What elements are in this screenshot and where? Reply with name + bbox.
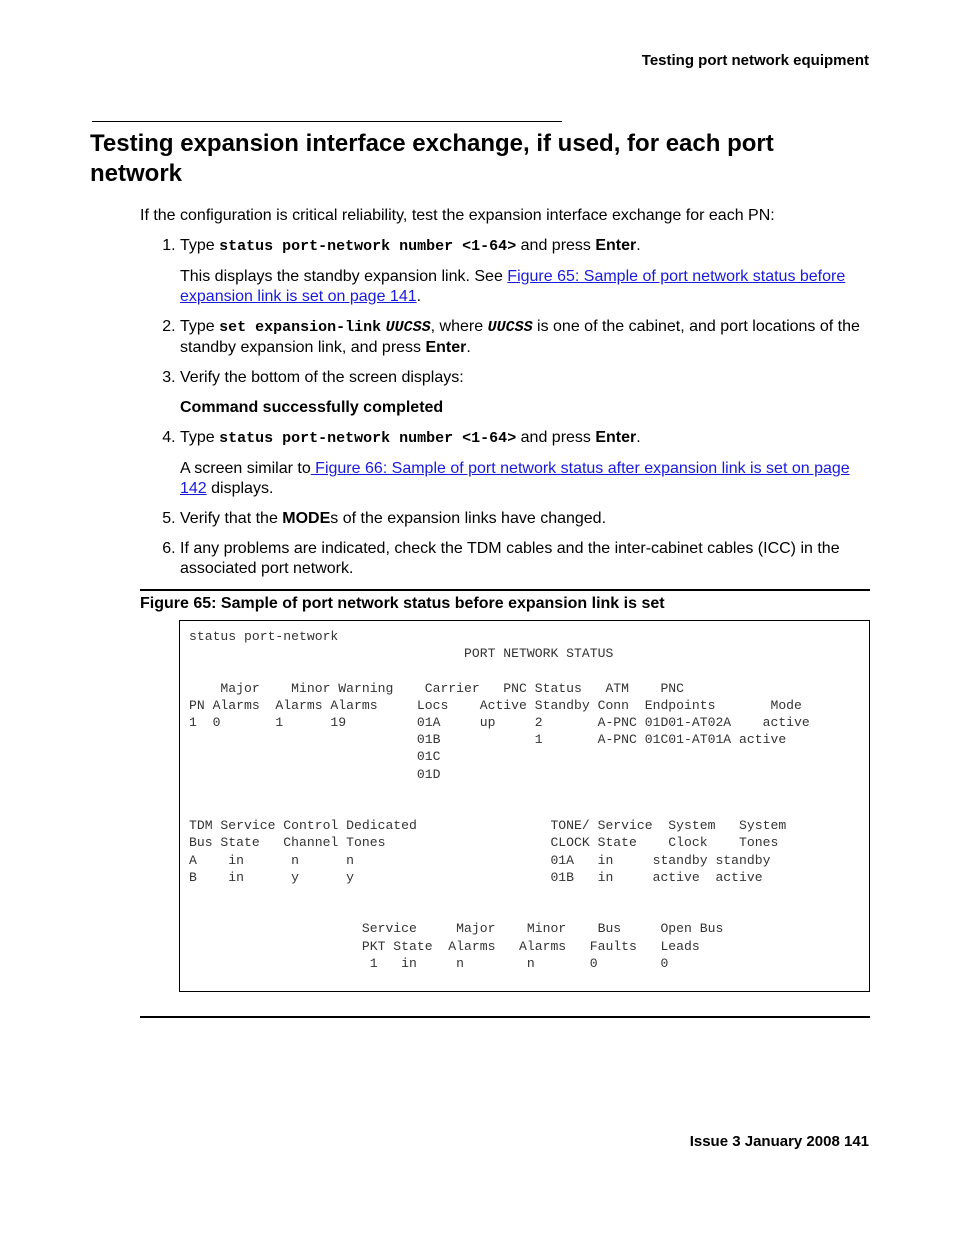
key-name: Enter [425, 339, 467, 356]
step-text: . [636, 237, 641, 254]
step-text: and press [516, 237, 596, 254]
step-text: and press [516, 429, 596, 446]
note-text: This displays the standby expansion link. See [180, 268, 508, 285]
body-text [140, 206, 870, 589]
step-text: Type [180, 318, 220, 335]
step-text: is one of the cabinet, and port locations of the standby expansion link, and press [180, 318, 860, 356]
step-5 [180, 509, 870, 529]
step-text: If any problems are indicated, check the TDM cables and the inter-cabinet cables (ICC) in the associated port network. [180, 540, 840, 577]
steps-list [140, 236, 870, 579]
command-text: status port-network number <1-64> [219, 238, 517, 255]
figure-66-link[interactable]: Figure 66: Sample of port network status after expansion link is set on page 142 [180, 460, 850, 497]
note-text: displays. [206, 480, 274, 497]
step-4 [180, 428, 870, 499]
intro-paragraph: If the configuration is critical reliability, test the expansion interface exchange for each PN: [140, 207, 775, 224]
step-text: Type [180, 237, 220, 254]
section-rule [92, 121, 562, 122]
figure-top-rule [140, 589, 870, 591]
running-header: Testing port network equipment [641, 52, 869, 69]
step-1-note [180, 267, 870, 307]
step-1 [180, 236, 870, 307]
step-text: s of the expansion links have changed. [330, 510, 607, 527]
step-text: , where [430, 318, 488, 335]
page-footer: Issue 3 January 2008 141 [689, 1133, 869, 1150]
step-text: Type [180, 429, 220, 446]
figure-caption: Figure 65: Sample of port network status before expansion link is set [140, 595, 665, 612]
step-text: Verify the bottom of the screen displays: [180, 369, 464, 386]
step-text: Verify that the [180, 510, 283, 527]
command-text: set expansion-link [219, 319, 382, 336]
step-3-note [180, 398, 870, 418]
command-text: status port-network number <1-64> [219, 430, 517, 447]
key-name: Enter [595, 237, 637, 254]
note-text: . [416, 288, 422, 305]
step-6 [180, 539, 870, 579]
section-title: Testing expansion interface exchange, if used, for each port network [90, 130, 774, 187]
terminal-screen [179, 620, 870, 992]
screen-output: status port-network PORT NETWORK STATUS Major Minor Warning Carrier PNC Status ATM PNC PN Alarms Alarms Alarms Locs Active Standby Conn Endpoints Mode 1 0 1 19 01A up 2 A-PNC 01D01-AT02A active 01B 1 A-PNC 01C01-AT01A active 01C 01D TDM Service Control Dedicated TONE/ Service System System Bus State Channel Tones CLOCK State Clock Tones A in n n 01A in standby standby B in y y 01B in active active Service Major Minor Bus Open Bus PKT State Alarms Alarms Faults Leads 1 in n n 0 0 [189, 629, 810, 971]
figure-65-link[interactable]: Figure 65: Sample of port network status before expansion link is set on page 141 [180, 268, 846, 305]
expected-output: Command successfully completed [180, 399, 444, 416]
figure-bottom-rule [140, 1016, 870, 1018]
command-variable: UUCSS [385, 319, 431, 336]
step-3 [180, 368, 870, 418]
step-2 [180, 317, 870, 358]
key-name: Enter [595, 429, 637, 446]
note-text: A screen similar to [180, 460, 311, 477]
step-text: . [466, 339, 471, 356]
step-4-note [180, 459, 870, 499]
mode-term: MODE [282, 510, 331, 527]
step-text: . [636, 429, 641, 446]
command-variable: UUCSS [487, 319, 533, 336]
